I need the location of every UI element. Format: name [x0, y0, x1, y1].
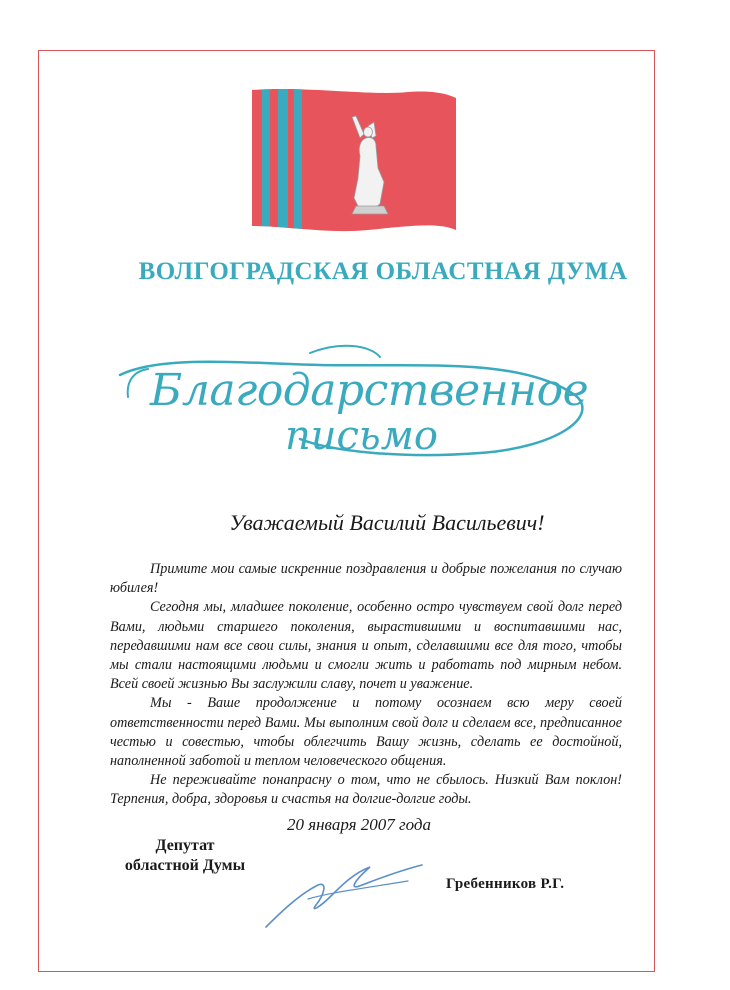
organization-name: ВОЛГОГРАДСКАЯ ОБЛАСТНАЯ ДУМА — [138, 258, 628, 285]
signer-title — [110, 836, 260, 876]
salutation: Уважаемый Василий Васильевич! — [229, 510, 545, 535]
volgograd-flag-icon — [248, 86, 460, 234]
letter-date: 20 января 2007 года — [286, 815, 432, 834]
letter-paragraph: Мы - Ваше продолжение и потому осознаем всю меру своей ответственности перед Вами. Мы выполним свой долг и сделаем все, предписанное честью и совестью, чтобы облегчить Вашу жизнь, сделать ее достойной, наполненной заботой и теплом человеческого общения. — [110, 695, 622, 770]
handwritten-signature — [258, 855, 428, 935]
letter-paragraph: Сегодня мы, младшее поколение, особенно остро чувствуем свой долг перед Вами, людьми старшего поколения, вырастившими и воспитавшими нас, передавшими нам все свои силы, знания и опыт, сделавшими все для того, чтобы мы стали настоящими людьми и смогли жить и работать под мирным небом. Всей своей жизнью Вы заслужили славу, почет и уважение. — [110, 599, 622, 693]
title-line-2: письмо — [285, 413, 438, 459]
title-line-1: Благодарственное — [150, 365, 589, 416]
letter-paragraph: Не переживайте понапрасну о том, что не сбылось. Низкий Вам поклон! Терпения, добра, здоровья и счастья на долгие-долгие годы. — [110, 772, 622, 808]
signer-title-line-2: областной Думы — [124, 857, 246, 874]
document-title — [100, 335, 640, 495]
letter-body — [110, 560, 622, 810]
letter-paragraph: Примите мои самые искренние поздравления и добрые пожелания по случаю юбилея! — [110, 561, 622, 597]
signer-name: Гребенников Р.Г. — [446, 876, 565, 892]
signer-title-line-1: Депутат — [155, 837, 215, 854]
